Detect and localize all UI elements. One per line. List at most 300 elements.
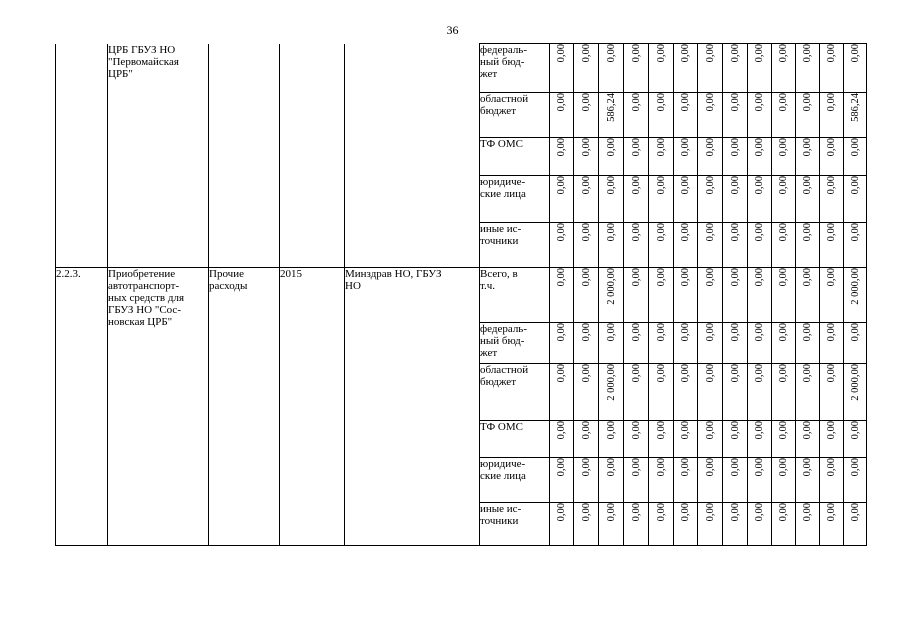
value-text: 0,00 [778, 223, 789, 242]
value-cell [820, 268, 844, 323]
table-row [56, 268, 867, 323]
value-cell [796, 364, 820, 421]
value-text: 0,00 [556, 503, 567, 522]
value-text: 0,00 [802, 364, 813, 383]
value-text: 0,00 [849, 458, 861, 477]
value-text: 0,00 [826, 323, 837, 342]
value-text: 0,00 [556, 268, 567, 287]
value-text: 0,00 [729, 93, 741, 112]
value-cell [844, 458, 867, 503]
value-cell [723, 138, 748, 176]
value-text: 0,00 [655, 138, 667, 157]
value-text: 0,00 [580, 176, 592, 195]
value-text: 0,00 [754, 421, 765, 440]
value-text: 0,00 [704, 268, 716, 287]
value-text: 0,00 [556, 323, 567, 342]
value-text: 0,00 [849, 138, 861, 157]
expense-type-cell: Прочие расходы [209, 268, 280, 546]
funding-source-cell: иные ис- точники [480, 503, 550, 546]
value-text: 0,00 [704, 458, 716, 477]
value-text: 0,00 [802, 421, 813, 440]
expense-type-cell [209, 44, 280, 268]
value-text: 0,00 [849, 421, 861, 440]
value-cell [550, 458, 574, 503]
value-cell [624, 268, 649, 323]
funding-source-cell: областной бюджет [480, 364, 550, 421]
value-text: 0,00 [605, 176, 617, 195]
value-text: 0,00 [704, 323, 716, 342]
value-text: 0,00 [849, 503, 861, 522]
value-text: 0,00 [704, 176, 716, 195]
page-number: 36 [446, 23, 459, 37]
value-text: 0,00 [754, 223, 765, 242]
value-cell [796, 93, 820, 138]
value-cell [772, 268, 796, 323]
value-text: 0,00 [556, 44, 567, 63]
value-text: 0,00 [655, 503, 667, 522]
value-text: 0,00 [580, 503, 592, 522]
value-text: 0,00 [778, 44, 789, 63]
value-text: 0,00 [655, 93, 667, 112]
value-text: 0,00 [580, 364, 592, 383]
value-cell [674, 93, 698, 138]
value-cell [574, 268, 599, 323]
value-text: 0,00 [680, 93, 691, 112]
value-text: 0,00 [754, 176, 765, 195]
value-text: 0,00 [802, 323, 813, 342]
value-text: 0,00 [704, 44, 716, 63]
value-text: 0,00 [680, 364, 691, 383]
value-text: 0,00 [605, 223, 617, 242]
value-cell [748, 223, 772, 268]
value-cell [624, 176, 649, 223]
value-text: 0,00 [729, 458, 741, 477]
value-text: 0,00 [849, 323, 861, 342]
value-cell [796, 503, 820, 546]
value-cell [674, 176, 698, 223]
value-cell [698, 268, 723, 323]
value-cell [674, 323, 698, 364]
value-text: 0,00 [580, 93, 592, 112]
value-cell [624, 223, 649, 268]
value-cell [748, 364, 772, 421]
value-cell [698, 44, 723, 93]
value-text: 2 000,00 [605, 364, 617, 401]
value-text: 2 000,00 [605, 268, 617, 305]
value-cell [820, 176, 844, 223]
value-text: 0,00 [655, 268, 667, 287]
value-cell [574, 323, 599, 364]
value-text: 0,00 [729, 44, 741, 63]
value-cell [796, 138, 820, 176]
value-text: 0,00 [580, 323, 592, 342]
value-text: 0,00 [729, 138, 741, 157]
value-cell [674, 268, 698, 323]
value-cell [550, 503, 574, 546]
value-text: 0,00 [802, 93, 813, 112]
value-text: 0,00 [680, 223, 691, 242]
value-cell [624, 503, 649, 546]
row-number-cell: 2.2.3. [56, 268, 108, 546]
value-cell [723, 421, 748, 458]
value-text: 0,00 [630, 421, 642, 440]
value-text: 0,00 [826, 268, 837, 287]
value-cell [698, 176, 723, 223]
value-cell [772, 44, 796, 93]
value-cell [844, 268, 867, 323]
value-text: 0,00 [826, 458, 837, 477]
value-text: 0,00 [704, 138, 716, 157]
value-cell [550, 223, 574, 268]
value-text: 0,00 [826, 176, 837, 195]
value-cell [550, 93, 574, 138]
value-text: 0,00 [580, 458, 592, 477]
value-cell [624, 323, 649, 364]
value-cell [599, 268, 624, 323]
value-cell [723, 176, 748, 223]
funding-source-cell: ТФ ОМС [480, 421, 550, 458]
value-text: 0,00 [849, 223, 861, 242]
value-cell [723, 323, 748, 364]
value-text: 2 000,00 [849, 268, 861, 305]
value-text: 0,00 [704, 364, 716, 383]
value-text: 0,00 [630, 458, 642, 477]
value-text: 0,00 [826, 364, 837, 383]
funding-source-cell: юридиче- ские лица [480, 458, 550, 503]
value-text: 0,00 [630, 93, 642, 112]
budget-table [55, 43, 867, 546]
value-text: 0,00 [754, 364, 765, 383]
value-cell [844, 138, 867, 176]
value-cell [844, 176, 867, 223]
value-text: 0,00 [605, 323, 617, 342]
value-text: 0,00 [729, 364, 741, 383]
value-text: 0,00 [680, 503, 691, 522]
value-text: 0,00 [778, 268, 789, 287]
value-text: 0,00 [778, 138, 789, 157]
value-text: 0,00 [630, 364, 642, 383]
value-text: 0,00 [680, 176, 691, 195]
value-text: 0,00 [729, 176, 741, 195]
value-cell [723, 223, 748, 268]
value-cell [649, 421, 674, 458]
item-name-cell: Приобретение автотранспорт- ных средств для ГБУЗ НО "Сос- новская ЦРБ" [108, 268, 209, 546]
value-cell [550, 44, 574, 93]
funding-source-cell: ТФ ОМС [480, 138, 550, 176]
value-text: 0,00 [802, 138, 813, 157]
value-cell [844, 44, 867, 93]
value-cell [649, 364, 674, 421]
value-cell [772, 323, 796, 364]
value-cell [844, 223, 867, 268]
value-cell [796, 268, 820, 323]
value-cell [599, 138, 624, 176]
value-cell [772, 176, 796, 223]
value-text: 0,00 [826, 223, 837, 242]
value-cell [649, 93, 674, 138]
value-text: 0,00 [556, 176, 567, 195]
value-text: 0,00 [680, 44, 691, 63]
value-cell [599, 458, 624, 503]
value-text: 0,00 [729, 323, 741, 342]
value-cell [599, 44, 624, 93]
value-text: 0,00 [655, 176, 667, 195]
value-text: 0,00 [680, 421, 691, 440]
value-cell [748, 323, 772, 364]
value-cell [820, 93, 844, 138]
value-text: 0,00 [605, 138, 617, 157]
value-cell [748, 93, 772, 138]
value-cell [574, 93, 599, 138]
value-cell [698, 458, 723, 503]
value-text: 0,00 [754, 138, 765, 157]
value-text: 0,00 [729, 223, 741, 242]
value-cell [796, 176, 820, 223]
value-cell [748, 44, 772, 93]
value-text: 0,00 [778, 323, 789, 342]
value-cell [748, 458, 772, 503]
value-cell [550, 421, 574, 458]
funding-source-cell: Всего, в т.ч. [480, 268, 550, 323]
value-text: 0,00 [630, 323, 642, 342]
value-cell [698, 503, 723, 546]
value-cell [574, 503, 599, 546]
value-cell [723, 268, 748, 323]
value-cell [844, 93, 867, 138]
value-cell [698, 323, 723, 364]
value-cell [550, 268, 574, 323]
year-cell [280, 44, 345, 268]
value-text: 0,00 [778, 503, 789, 522]
value-text: 0,00 [655, 223, 667, 242]
value-cell [723, 503, 748, 546]
value-cell [624, 138, 649, 176]
value-cell [772, 138, 796, 176]
funding-source-cell: иные ис- точники [480, 223, 550, 268]
value-text: 0,00 [556, 458, 567, 477]
value-cell [649, 268, 674, 323]
value-text: 0,00 [556, 223, 567, 242]
value-text: 0,00 [826, 138, 837, 157]
value-cell [550, 176, 574, 223]
value-cell [772, 421, 796, 458]
value-text: 0,00 [655, 323, 667, 342]
value-cell [649, 223, 674, 268]
value-text: 0,00 [580, 268, 592, 287]
value-text: 0,00 [754, 503, 765, 522]
item-name-cell: ЦРБ ГБУЗ НО "Первомайская ЦРБ" [108, 44, 209, 268]
value-cell [772, 93, 796, 138]
value-cell [574, 176, 599, 223]
value-text: 0,00 [778, 458, 789, 477]
value-text: 0,00 [826, 503, 837, 522]
value-text: 0,00 [802, 268, 813, 287]
value-cell [723, 44, 748, 93]
value-cell [599, 503, 624, 546]
value-cell [599, 223, 624, 268]
value-cell [599, 176, 624, 223]
value-text: 0,00 [630, 503, 642, 522]
value-cell [698, 138, 723, 176]
value-cell [574, 364, 599, 421]
value-text: 0,00 [802, 44, 813, 63]
value-text: 586,24 [605, 93, 617, 122]
value-cell [698, 421, 723, 458]
value-text: 0,00 [630, 268, 642, 287]
value-cell [674, 138, 698, 176]
value-text: 0,00 [580, 223, 592, 242]
value-text: 0,00 [580, 138, 592, 157]
value-text: 0,00 [605, 458, 617, 477]
executor-cell [345, 44, 480, 268]
value-cell [723, 364, 748, 421]
value-cell [844, 421, 867, 458]
value-cell [844, 323, 867, 364]
value-cell [574, 44, 599, 93]
value-text: 0,00 [778, 421, 789, 440]
value-text: 0,00 [605, 421, 617, 440]
value-cell [820, 364, 844, 421]
value-cell [772, 364, 796, 421]
value-text: 0,00 [630, 223, 642, 242]
value-cell [599, 323, 624, 364]
row-number-cell [56, 44, 108, 268]
value-cell [796, 44, 820, 93]
value-text: 0,00 [754, 458, 765, 477]
value-cell [820, 223, 844, 268]
value-text: 586,24 [849, 93, 861, 122]
value-cell [674, 421, 698, 458]
value-text: 0,00 [680, 458, 691, 477]
value-cell [748, 138, 772, 176]
value-cell [674, 458, 698, 503]
value-text: 0,00 [826, 44, 837, 63]
value-cell [844, 364, 867, 421]
value-cell [574, 223, 599, 268]
value-text: 0,00 [778, 364, 789, 383]
value-cell [698, 93, 723, 138]
value-cell [649, 503, 674, 546]
value-text: 0,00 [680, 138, 691, 157]
value-text: 0,00 [729, 268, 741, 287]
value-cell [599, 93, 624, 138]
value-text: 0,00 [704, 223, 716, 242]
value-cell [698, 364, 723, 421]
funding-source-cell: федераль- ный бюд- жет [480, 323, 550, 364]
value-cell [723, 93, 748, 138]
value-cell [820, 503, 844, 546]
value-text: 0,00 [580, 421, 592, 440]
value-text: 0,00 [778, 176, 789, 195]
value-text: 0,00 [754, 44, 765, 63]
funding-source-cell: юридиче- ские лица [480, 176, 550, 223]
value-text: 2 000,00 [849, 364, 861, 401]
value-cell [649, 138, 674, 176]
funding-source-cell: федераль- ный бюд- жет [480, 44, 550, 93]
value-cell [844, 503, 867, 546]
value-text: 0,00 [704, 421, 716, 440]
value-cell [674, 364, 698, 421]
value-text: 0,00 [630, 44, 642, 63]
value-cell [624, 458, 649, 503]
value-text: 0,00 [826, 421, 837, 440]
value-cell [649, 44, 674, 93]
value-cell [624, 421, 649, 458]
value-cell [649, 458, 674, 503]
value-text: 0,00 [826, 93, 837, 112]
value-text: 0,00 [680, 323, 691, 342]
value-text: 0,00 [754, 93, 765, 112]
value-cell [599, 364, 624, 421]
value-cell [748, 268, 772, 323]
value-cell [649, 323, 674, 364]
value-cell [796, 223, 820, 268]
value-text: 0,00 [802, 458, 813, 477]
value-cell [674, 223, 698, 268]
value-cell [820, 138, 844, 176]
value-cell [674, 44, 698, 93]
value-cell [796, 323, 820, 364]
value-cell [772, 458, 796, 503]
value-text: 0,00 [655, 364, 667, 383]
value-cell [796, 421, 820, 458]
value-text: 0,00 [849, 176, 861, 195]
value-cell [674, 503, 698, 546]
value-cell [772, 223, 796, 268]
value-cell [748, 503, 772, 546]
value-cell [820, 323, 844, 364]
table-row [56, 44, 867, 93]
value-cell [820, 44, 844, 93]
value-text: 0,00 [778, 93, 789, 112]
value-text: 0,00 [556, 364, 567, 383]
value-cell [624, 44, 649, 93]
value-cell [649, 176, 674, 223]
value-cell [624, 93, 649, 138]
value-text: 0,00 [802, 176, 813, 195]
value-text: 0,00 [729, 503, 741, 522]
value-text: 0,00 [630, 138, 642, 157]
value-text: 0,00 [704, 503, 716, 522]
value-text: 0,00 [754, 323, 765, 342]
value-text: 0,00 [802, 223, 813, 242]
value-text: 0,00 [729, 421, 741, 440]
value-text: 0,00 [754, 268, 765, 287]
value-text: 0,00 [704, 93, 716, 112]
funding-source-cell: областной бюджет [480, 93, 550, 138]
value-cell [698, 223, 723, 268]
value-text: 0,00 [630, 176, 642, 195]
value-text: 0,00 [605, 44, 617, 63]
value-cell [624, 364, 649, 421]
value-cell [574, 458, 599, 503]
value-cell [820, 458, 844, 503]
value-text: 0,00 [655, 421, 667, 440]
value-cell [574, 138, 599, 176]
value-cell [723, 458, 748, 503]
value-text: 0,00 [802, 503, 813, 522]
value-cell [748, 176, 772, 223]
value-text: 0,00 [655, 44, 667, 63]
value-cell [748, 421, 772, 458]
value-cell [550, 138, 574, 176]
value-text: 0,00 [556, 421, 567, 440]
value-text: 0,00 [655, 458, 667, 477]
value-text: 0,00 [556, 138, 567, 157]
value-cell [599, 421, 624, 458]
executor-cell: Минздрав НО, ГБУЗ НО [345, 268, 480, 546]
value-text: 0,00 [680, 268, 691, 287]
